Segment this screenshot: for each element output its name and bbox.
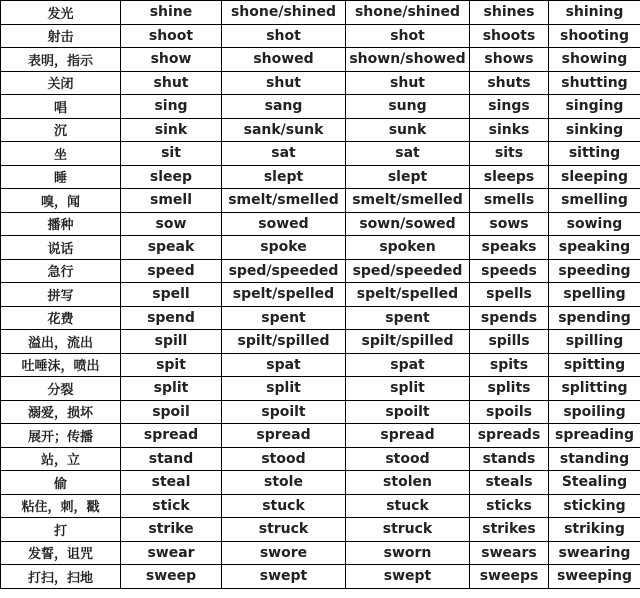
table-row [1,494,640,518]
base-form-cell: sow [121,212,222,236]
past-tense-cell: spat [222,353,346,377]
past-participle-cell: spread [346,424,470,448]
base-form-cell: stand [121,447,222,471]
meaning-cell: 偷 [1,471,121,495]
meaning-cell: 发誓，诅咒 [1,541,121,565]
table-row [1,353,640,377]
meaning-cell: 睡 [1,165,121,189]
meaning-cell: 射击 [1,24,121,48]
meaning-cell: 打 [1,518,121,542]
meaning-cell: 坐 [1,142,121,166]
present-participle-cell: shooting [549,24,640,48]
past-participle-cell: sung [346,95,470,119]
base-form-cell: spit [121,353,222,377]
past-participle-cell: smelt/smelled [346,189,470,213]
past-tense-cell: sank/sunk [222,118,346,142]
meaning-cell: 发光 [1,1,121,25]
table-row [1,142,640,166]
past-tense-cell: sat [222,142,346,166]
third-person-cell: sleeps [470,165,549,189]
third-person-cell: sits [470,142,549,166]
table-row [1,424,640,448]
meaning-cell: 站，立 [1,447,121,471]
table-row [1,518,640,542]
past-tense-cell: stole [222,471,346,495]
meaning-cell: 分裂 [1,377,121,401]
meaning-cell: 花费 [1,306,121,330]
past-participle-cell: stolen [346,471,470,495]
third-person-cell: spills [470,330,549,354]
third-person-cell: splits [470,377,549,401]
present-participle-cell: swearing [549,541,640,565]
third-person-cell: spreads [470,424,549,448]
past-participle-cell: shown/showed [346,48,470,72]
base-form-cell: spread [121,424,222,448]
base-form-cell: stick [121,494,222,518]
third-person-cell: speeds [470,259,549,283]
base-form-cell: sink [121,118,222,142]
third-person-cell: shoots [470,24,549,48]
table-row [1,189,640,213]
past-participle-cell: split [346,377,470,401]
past-participle-cell: sped/speeded [346,259,470,283]
third-person-cell: spends [470,306,549,330]
table-row [1,1,640,25]
present-participle-cell: spoiling [549,400,640,424]
past-participle-cell: spat [346,353,470,377]
third-person-cell: shows [470,48,549,72]
past-tense-cell: shut [222,71,346,95]
present-participle-cell: striking [549,518,640,542]
past-participle-cell: shone/shined [346,1,470,25]
meaning-cell: 溺爱，损坏 [1,400,121,424]
past-participle-cell: spilt/spilled [346,330,470,354]
third-person-cell: spells [470,283,549,307]
present-participle-cell: shining [549,1,640,25]
table-row [1,95,640,119]
base-form-cell: swear [121,541,222,565]
third-person-cell: strikes [470,518,549,542]
past-tense-cell: showed [222,48,346,72]
present-participle-cell: sleeping [549,165,640,189]
meaning-cell: 急行 [1,259,121,283]
table-row [1,447,640,471]
base-form-cell: show [121,48,222,72]
past-participle-cell: sunk [346,118,470,142]
table-row [1,24,640,48]
past-participle-cell: sworn [346,541,470,565]
base-form-cell: shoot [121,24,222,48]
table-row [1,471,640,495]
past-tense-cell: sowed [222,212,346,236]
base-form-cell: smell [121,189,222,213]
past-tense-cell: stuck [222,494,346,518]
meaning-cell: 说话 [1,236,121,260]
present-participle-cell: standing [549,447,640,471]
table-row [1,565,640,589]
third-person-cell: sows [470,212,549,236]
base-form-cell: spell [121,283,222,307]
table-row [1,306,640,330]
verb-table-body [1,1,640,589]
meaning-cell: 粘住，刺，戳 [1,494,121,518]
third-person-cell: sweeps [470,565,549,589]
past-tense-cell: spelt/spelled [222,283,346,307]
base-form-cell: strike [121,518,222,542]
table-row [1,377,640,401]
third-person-cell: spits [470,353,549,377]
base-form-cell: sing [121,95,222,119]
present-participle-cell: sitting [549,142,640,166]
past-tense-cell: split [222,377,346,401]
present-participle-cell: speeding [549,259,640,283]
past-tense-cell: spent [222,306,346,330]
table-row [1,400,640,424]
base-form-cell: sleep [121,165,222,189]
third-person-cell: steals [470,471,549,495]
table-row [1,541,640,565]
present-participle-cell: spending [549,306,640,330]
past-tense-cell: spoilt [222,400,346,424]
base-form-cell: shine [121,1,222,25]
present-participle-cell: speaking [549,236,640,260]
present-participle-cell: spilling [549,330,640,354]
base-form-cell: spill [121,330,222,354]
past-tense-cell: shone/shined [222,1,346,25]
third-person-cell: shuts [470,71,549,95]
past-participle-cell: stuck [346,494,470,518]
present-participle-cell: sweeping [549,565,640,589]
table-row [1,212,640,236]
meaning-cell: 嗅，闻 [1,189,121,213]
present-participle-cell: shutting [549,71,640,95]
present-participle-cell: spelling [549,283,640,307]
base-form-cell: steal [121,471,222,495]
third-person-cell: shines [470,1,549,25]
base-form-cell: spoil [121,400,222,424]
table-row [1,330,640,354]
past-tense-cell: shot [222,24,346,48]
meaning-cell: 拼写 [1,283,121,307]
base-form-cell: split [121,377,222,401]
third-person-cell: speaks [470,236,549,260]
meaning-cell: 表明，指示 [1,48,121,72]
past-participle-cell: slept [346,165,470,189]
present-participle-cell: spitting [549,353,640,377]
past-participle-cell: spelt/spelled [346,283,470,307]
third-person-cell: sinks [470,118,549,142]
past-tense-cell: struck [222,518,346,542]
table-row [1,48,640,72]
third-person-cell: sticks [470,494,549,518]
meaning-cell: 吐唾沫，喷出 [1,353,121,377]
third-person-cell: stands [470,447,549,471]
past-tense-cell: spoke [222,236,346,260]
past-tense-cell: stood [222,447,346,471]
past-tense-cell: spread [222,424,346,448]
meaning-cell: 唱 [1,95,121,119]
present-participle-cell: showing [549,48,640,72]
base-form-cell: spend [121,306,222,330]
past-participle-cell: sown/sowed [346,212,470,236]
past-participle-cell: spoken [346,236,470,260]
meaning-cell: 展开；传播 [1,424,121,448]
past-tense-cell: spilt/spilled [222,330,346,354]
base-form-cell: shut [121,71,222,95]
present-participle-cell: singing [549,95,640,119]
past-participle-cell: swept [346,565,470,589]
past-participle-cell: spent [346,306,470,330]
third-person-cell: smells [470,189,549,213]
present-participle-cell: sinking [549,118,640,142]
third-person-cell: spoils [470,400,549,424]
meaning-cell: 打扫，扫地 [1,565,121,589]
base-form-cell: sweep [121,565,222,589]
table-row [1,165,640,189]
meaning-cell: 关闭 [1,71,121,95]
table-row [1,259,640,283]
table-row [1,283,640,307]
base-form-cell: speed [121,259,222,283]
present-participle-cell: Stealing [549,471,640,495]
past-participle-cell: shot [346,24,470,48]
table-row [1,71,640,95]
present-participle-cell: sticking [549,494,640,518]
past-participle-cell: spoilt [346,400,470,424]
present-participle-cell: splitting [549,377,640,401]
past-tense-cell: sang [222,95,346,119]
meaning-cell: 播种 [1,212,121,236]
table-row [1,236,640,260]
third-person-cell: swears [470,541,549,565]
past-participle-cell: struck [346,518,470,542]
past-tense-cell: smelt/smelled [222,189,346,213]
past-participle-cell: stood [346,447,470,471]
past-tense-cell: slept [222,165,346,189]
table-row [1,118,640,142]
past-tense-cell: swept [222,565,346,589]
past-tense-cell: swore [222,541,346,565]
present-participle-cell: sowing [549,212,640,236]
meaning-cell: 沉 [1,118,121,142]
present-participle-cell: spreading [549,424,640,448]
third-person-cell: sings [470,95,549,119]
past-tense-cell: sped/speeded [222,259,346,283]
present-participle-cell: smelling [549,189,640,213]
past-participle-cell: sat [346,142,470,166]
base-form-cell: sit [121,142,222,166]
past-participle-cell: shut [346,71,470,95]
base-form-cell: speak [121,236,222,260]
meaning-cell: 溢出，流出 [1,330,121,354]
